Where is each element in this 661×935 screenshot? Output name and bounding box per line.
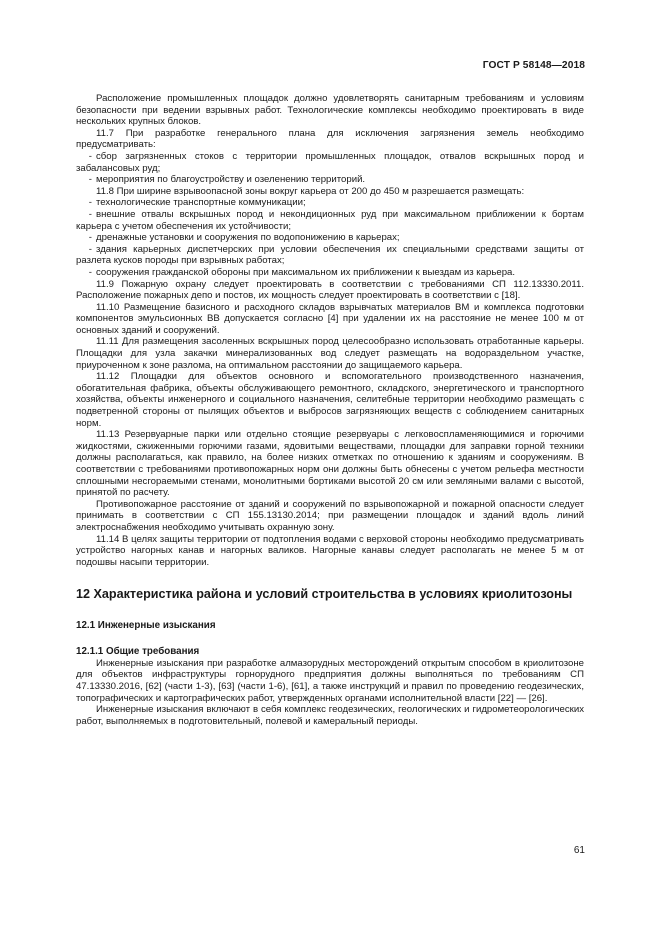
list-item (76, 267, 584, 279)
list-item-text: сооружения гражданской обороны при максимальном их приближении к выездам из карьера. (96, 266, 516, 278)
list-item-text: дренажные установки и сооружения по водопонижению в карьерах; (96, 232, 400, 244)
section-heading: 12 Характеристика района и условий строительства в условиях криолитозоны (76, 587, 573, 602)
list-dash: - (88, 150, 92, 162)
list-item (76, 244, 584, 267)
list-dash: - (88, 243, 92, 255)
paragraph: 11.14 В целях защиты территории от подтопления водами с верховой стороны необходимо предусматривать устройство нагорных канав и нагорных валиков. Нагорные канавы следует располагать не менее 5 м от подошвы насыпи территории. (76, 533, 584, 568)
paragraph: Инженерные изыскания включают в себя комплекс геодезических, геологических и гидрометеорологических работ, выполняемых в подготовительный, полевой и камеральный периоды. (76, 704, 584, 727)
paragraph: 11.8 При ширине взрывоопасной зоны вокруг карьера от 200 до 450 м разрешается размещать: (96, 185, 525, 197)
list-item (76, 209, 584, 232)
list-item-text: внешние отвалы вскрышных пород и некондиционных руд при максимальном приближении к бортам карьера с учетом обеспечения их устойчивости; (76, 208, 584, 232)
list-dash: - (88, 174, 92, 186)
page-number: 61 (573, 845, 585, 856)
page-body (76, 93, 584, 727)
paragraph: 11.10 Размещение базисного и расходного складов взрывчатых материалов ВМ и комплекса подготовки компонентов эмульсионных ВВ допускается согласно [4] при удалении их на расстояние не менее 100 м от основных зданий и сооружений. (76, 301, 584, 336)
list-item (76, 151, 584, 174)
list-item-text: сбор загрязненных стоков с территории промышленных площадок, отвалов вскрышных пород и забалансовых руд; (76, 150, 584, 174)
paragraph: 11.11 Для размещения засоленных вскрышных пород целесообразно использовать отработанные карьеры. Площадки для узла закачки минерализованных вод следует размещать на водораздельном участке, приуроченном к зоне разлома, на оптимальном расстоянии до защищаемого карьера. (76, 336, 584, 371)
paragraph: Противопожарное расстояние от зданий и сооружений по взрывопожарной и пожарной опасности следует принимать в соответствии с СП 155.13130.2014; при размещении площадок и зданий вдоль линий электроснабжения необходимо учитывать охранную зону. (76, 498, 584, 533)
subsubsection-heading: 12.1.1 Общие требования (76, 645, 200, 657)
paragraph: 11.12 Площадки для объектов основного и вспомогательного производственного назначения, обогатительная фабрика, объекты обслуживающего ремонтного, складского, энергетического и транспортного хозяйства, объекты инженерного и социального назначения, селитебные территории необходимо размещать с подветренной стороны от пылящих объектов и выбросов загрязняющих веществ с соблюдением санитарных норм. (76, 371, 584, 429)
list-dash: - (88, 232, 92, 244)
paragraph: Расположение промышленных площадок должно удовлетворять санитарным требованиям и условиям безопасности при ведении взрывных работ. Технологические комплексы необходимо проектировать в виде нескольких крупных блоков. (76, 93, 584, 128)
paragraph: Инженерные изыскания при разработке алмазорудных месторождений открытым способом в криолитозоне для объектов инфраструктуры горнорудного предприятия должны выполняться по требованиям СП 47.13330.2016, [62] (части 1-3), [63] (части 1-6), [61], а также инструкций и правил по проведению геодезических, топографических и картографических работ, утвержденных органами исполнительной власти [22] — [26]. (76, 657, 584, 704)
paragraph: 11.13 Резервуарные парки или отдельно стоящие резервуары с легковоспламеняющимися и горючими жидкостями, сжиженными горючими газами, ядовитыми веществами, площадки для заправки горной техники должны располагаться, как правило, на более низких отметках по отношению к зданиям и сооружениям. В соответствии с требованиями противопожарных норм они должны быть обнесены с учетом рельефа местности сплошными несгораемыми стенами, монолитными бортиками высотой 20 см или земляными валами с высотой, принятой по расчету. (76, 429, 584, 499)
document-id-header: ГОСТ Р 58148—2018 (482, 60, 585, 71)
list-item (76, 174, 584, 186)
list-item-text: технологические транспортные коммуникации; (96, 197, 306, 209)
list-item-text: здания карьерных диспетчерских при условии обеспечения их специальными средствами защиты от разлета кусков породы при взрывных работах; (76, 243, 584, 267)
subsection-heading: 12.1 Инженерные изыскания (76, 619, 216, 631)
list-dash: - (88, 208, 92, 220)
list-item (76, 197, 584, 209)
list-dash: - (88, 197, 92, 209)
list-item (76, 232, 584, 244)
list-dash: - (88, 266, 92, 278)
paragraph: 11.7 При разработке генерального плана для исключения загрязнения земель необходимо предусматривать: (76, 127, 584, 151)
list-item-text: мероприятия по благоустройству и озеленению территорий. (96, 174, 366, 186)
paragraph: 11.9 Пожарную охрану следует проектировать в соответствии с требованиями СП 112.13330.2011. Расположение пожарных депо и постов, их мощность следует проектировать в соответствии с [18]. (76, 278, 584, 302)
